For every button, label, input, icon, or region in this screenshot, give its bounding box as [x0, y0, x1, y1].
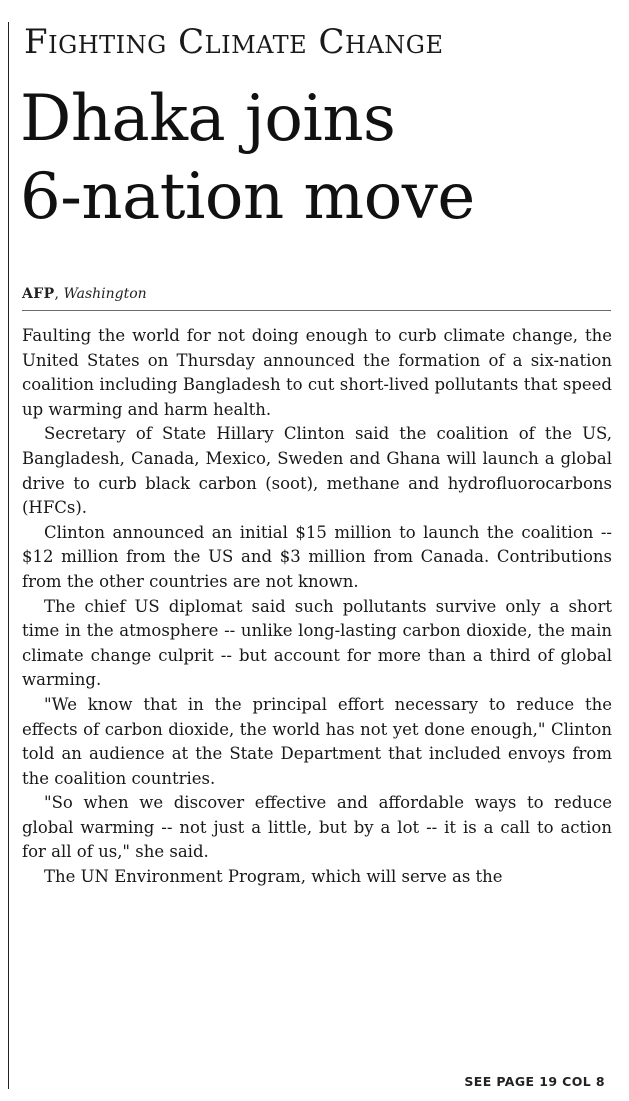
- paragraph: Secretary of State Hillary Clinton said the coalition of the US, Bangladesh, Canada, Mexico, Sweden and Ghana will launch a global drive to curb black carbon (soot), methane and hydrofluorocarbons (HFCs).: [22, 424, 612, 518]
- paragraph: "We know that in the principal effort necessary to reduce the effects of carbon dioxide, the world has not yet done enough," Clinton told an audience at the State Department that included envoys from the coalition countries.: [22, 694, 612, 788]
- continuation-jump-line: SEE PAGE 19 COL 8: [464, 1074, 605, 1089]
- byline-divider: [22, 310, 611, 311]
- paragraph: The chief US diplomat said such pollutants survive only a short time in the atmosphere -- unlike long-lasting carbon dioxide, the main climate change culprit -- but account for more than a third of global warming.: [22, 596, 612, 690]
- headline: [20, 80, 620, 236]
- byline-place: Washington: [63, 286, 147, 302]
- paragraph: "So when we discover effective and affordable ways to reduce global warming -- not just a little, but by a lot -- it is a call to action for all of us," she said.: [22, 793, 612, 862]
- kicker: Fighting Climate Change: [24, 22, 444, 62]
- byline-separator: ,: [54, 286, 64, 302]
- byline-agency: AFP: [22, 286, 55, 302]
- paragraph: The UN Environment Program, which will serve as the: [44, 867, 503, 887]
- article-body: [22, 324, 612, 890]
- paragraph: Clinton announced an initial $15 million to launch the coalition -- $12 million from the US and $3 million from Canada. Contributions from the other countries are not known.: [22, 522, 612, 591]
- paragraph: Faulting the world for not doing enough to curb climate change, the United States on Thursday announced the formation of a six-nation coalition including Bangladesh to cut short-lived pollutants that speed up warming and harm health.: [22, 326, 612, 419]
- column-rule: [8, 22, 9, 1089]
- headline-line-1: Dhaka joins: [20, 82, 396, 156]
- headline-line-2: 6-nation move: [20, 160, 475, 234]
- byline: [22, 286, 147, 302]
